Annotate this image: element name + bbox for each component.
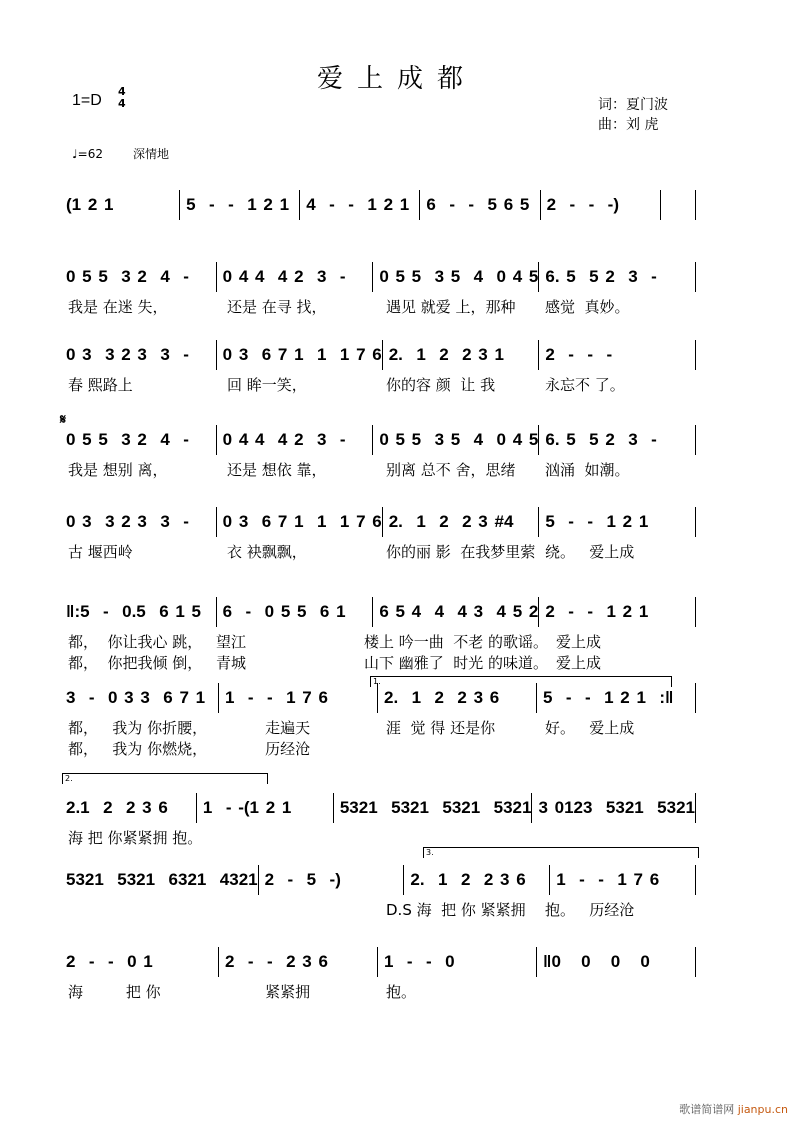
- lyric-line: [60, 631, 696, 652]
- lyric-text: 还是 在寻 找，: [227, 298, 327, 316]
- lyric-text: 海 把 你紧紧拥 抱。: [68, 829, 203, 847]
- lyric-text: 绕。 爱上成: [545, 543, 635, 561]
- measure: 5321 5321 5321 5321: [334, 793, 533, 823]
- staff-system: [60, 793, 696, 848]
- lyric-line: [60, 899, 696, 920]
- staff-system: [60, 865, 696, 920]
- lyric-text: 汹涌 如潮。: [545, 461, 630, 479]
- segno-icon: 𝄋: [60, 412, 67, 428]
- lyric-text: 古 堰西岭: [68, 543, 133, 561]
- notation-row: [60, 683, 696, 713]
- lyric-text: 好。 爱上成: [545, 719, 635, 737]
- lyric-text: 爱上成: [556, 654, 602, 672]
- lyric-text: 都， 你让我心 跳，: [68, 633, 203, 651]
- meter-top: 4: [118, 85, 126, 98]
- lyric-text: 还是 想依 靠，: [227, 461, 327, 479]
- lyric-line: [60, 296, 696, 317]
- measure: 6 - - 5 6 5: [420, 190, 540, 220]
- measure: 5 - - 1 2 1: [539, 507, 696, 537]
- measure: 1 - - 0: [378, 947, 537, 977]
- staff-system: [60, 425, 696, 480]
- measure: [661, 190, 696, 220]
- lyric-line: [60, 459, 696, 480]
- song-title: 爱上成都: [316, 64, 477, 94]
- measure: 3 0123 5321 5321: [532, 793, 696, 823]
- lyric-text: 山下 幽雅了 时光 的味道。: [363, 654, 549, 672]
- measure: 2 - - 1 2 1: [539, 597, 696, 627]
- lyric-text: 楼上 吟一曲 不老 的歌谣。: [363, 633, 549, 651]
- key-signature: 1=D: [72, 92, 102, 109]
- staff-system: [60, 340, 696, 395]
- lyric-text: 永忘不 了。: [545, 376, 625, 394]
- lyric-line: [60, 374, 696, 395]
- measure: 2.1 2 2 3 6: [60, 793, 197, 823]
- lyric-text: 感觉 真妙。: [545, 298, 630, 316]
- lyric-text: 都， 我为 你燃烧，: [68, 740, 208, 758]
- measure: 2 - 5 -): [259, 865, 405, 895]
- lyric-text: 都， 我为 你折腰，: [68, 719, 208, 737]
- notation-row: [60, 425, 696, 455]
- measure: 0 5 5 3 5 4 0 4 5: [373, 262, 539, 292]
- lyric-text: 走遍天: [227, 719, 311, 737]
- lyric-text: [378, 827, 537, 848]
- staff-system: [60, 597, 696, 673]
- lyric-text: 青城: [215, 654, 246, 672]
- measure: 2. 1 2 2 3 1: [383, 340, 540, 370]
- measure: 6. 5 5 2 3 -: [539, 262, 696, 292]
- lyric-text: 抱。 历经沧: [545, 901, 635, 919]
- staff-system: [60, 507, 696, 562]
- volta-1: 1.: [370, 676, 672, 687]
- measure: ‖:5 - 0.5 6 1 5: [60, 597, 217, 627]
- measure: 6 5 4 4 4 3 4 5 2: [373, 597, 539, 627]
- measure: 6. 5 5 2 3 -: [539, 425, 696, 455]
- composer: 曲：刘 虎: [598, 117, 659, 133]
- measure: 1 - - 1 7 6: [219, 683, 378, 713]
- lyric-text: [219, 827, 378, 848]
- watermark-en: jianpu.cn: [737, 1103, 788, 1116]
- measure: 1 - - 1 7 6: [550, 865, 696, 895]
- lyric-text: [378, 738, 537, 759]
- measure: 2. 1 2 2 3 6: [378, 683, 537, 713]
- lyric-text: 我是 在迷 失，: [68, 298, 168, 316]
- tempo-marking: [72, 145, 199, 162]
- lyric-text: 别离 总不 舍，思绪: [386, 461, 516, 479]
- measure: 2. 1 2 2 3 #4: [383, 507, 540, 537]
- measure: 0 5 5 3 5 4 0 4 5: [373, 425, 539, 455]
- measure: 2 - - 0 1: [60, 947, 219, 977]
- lyric-text: 遇见 就爱 上，那种: [386, 298, 516, 316]
- notation-row: [60, 597, 696, 627]
- lyric-text: [537, 981, 696, 1002]
- measure: 0 3 3 2 3 3 -: [60, 340, 217, 370]
- measure: 2. 1 2 2 3 6: [404, 865, 550, 895]
- meter-bottom: 4: [118, 97, 126, 110]
- measure: 5 - - 1 2 1 :‖: [537, 683, 696, 713]
- lyric-text: 紧紧拥: [227, 983, 311, 1001]
- measure: 5321 5321 6321 4321: [60, 865, 259, 895]
- lyric-line: [60, 981, 696, 1002]
- tempo-value: ♩=62: [72, 147, 103, 161]
- watermark-cn: 歌谱简谱网: [679, 1103, 735, 1116]
- measure: 0 4 4 4 2 3 -: [217, 425, 374, 455]
- measure: 0 4 4 4 2 3 -: [217, 262, 374, 292]
- staff-system: [60, 190, 696, 220]
- volta-2: 2.: [62, 773, 268, 784]
- lyric-text: 抱。: [386, 983, 417, 1001]
- measure: 0 5 5 3 2 4 -: [60, 425, 217, 455]
- lyric-text: 历经沧: [227, 740, 311, 758]
- measure: 2 - - -: [539, 340, 696, 370]
- lyric-text: 衣 袂飘飘，: [227, 543, 307, 561]
- lyric-text: [219, 899, 378, 920]
- expression: 深情地: [132, 147, 169, 161]
- staff-system: [60, 262, 696, 317]
- measure: 6 - 0 5 5 6 1: [217, 597, 374, 627]
- lyric-text: 涯 觉 得 还是你: [386, 719, 496, 737]
- measure: 1 - -(1 2 1: [197, 793, 334, 823]
- measure: 0 3 3 2 3 3 -: [60, 507, 217, 537]
- lyric-text: 爱上成: [556, 633, 602, 651]
- notation-row: [60, 947, 696, 977]
- notation-row: [60, 262, 696, 292]
- lyric-text: 都， 你把我倾 倒，: [68, 654, 203, 672]
- measure: 5 - - 1 2 1: [180, 190, 300, 220]
- measure: (1 2 1: [60, 190, 180, 220]
- lyric-text: [537, 827, 696, 848]
- lyric-text: 你的容 颜 让 我: [386, 376, 496, 394]
- notation-row: [60, 507, 696, 537]
- lyric-text: 你的丽 影 在我梦里萦: [386, 543, 536, 561]
- lyric-line: [60, 541, 696, 562]
- notation-row: [60, 190, 696, 220]
- measure: 0 3 6 7 1 1 1 7 6: [217, 507, 383, 537]
- lyric-line: [60, 738, 696, 759]
- measure: 3 - 0 3 3 6 7 1: [60, 683, 219, 713]
- lyric-text: [537, 738, 696, 759]
- measure: 2 - - -): [541, 190, 661, 220]
- staff-system: [60, 683, 696, 759]
- measure: 0 3 6 7 1 1 1 7 6: [217, 340, 383, 370]
- lyric-text: D.S 海 把 你 紧紧拥: [386, 901, 526, 919]
- staff-system: [60, 947, 696, 1002]
- lyric-line: [60, 652, 696, 673]
- notation-row: [60, 340, 696, 370]
- volta-3: 3.: [423, 847, 699, 858]
- credits: [598, 95, 668, 135]
- measure: ‖0 0 0 0: [537, 947, 696, 977]
- lyric-text: 春 熙路上: [68, 376, 133, 394]
- lyric-text: 我是 想别 离，: [68, 461, 168, 479]
- lyric-text: 望江: [215, 633, 246, 651]
- lyric-text: [60, 899, 219, 920]
- notation-row: [60, 865, 696, 895]
- lyric-line: [60, 827, 696, 848]
- lyric-text: 海 把 你: [68, 983, 161, 1001]
- lyricist: 词：夏门波: [598, 97, 668, 113]
- watermark: [679, 1101, 788, 1117]
- measure: 0 5 5 3 2 4 -: [60, 262, 217, 292]
- time-signature: [118, 86, 126, 110]
- measure: 4 - - 1 2 1: [300, 190, 420, 220]
- lyric-line: [60, 717, 696, 738]
- lyric-text: 回 眸一笑，: [227, 376, 307, 394]
- measure: 2 - - 2 3 6: [219, 947, 378, 977]
- notation-row: [60, 793, 696, 823]
